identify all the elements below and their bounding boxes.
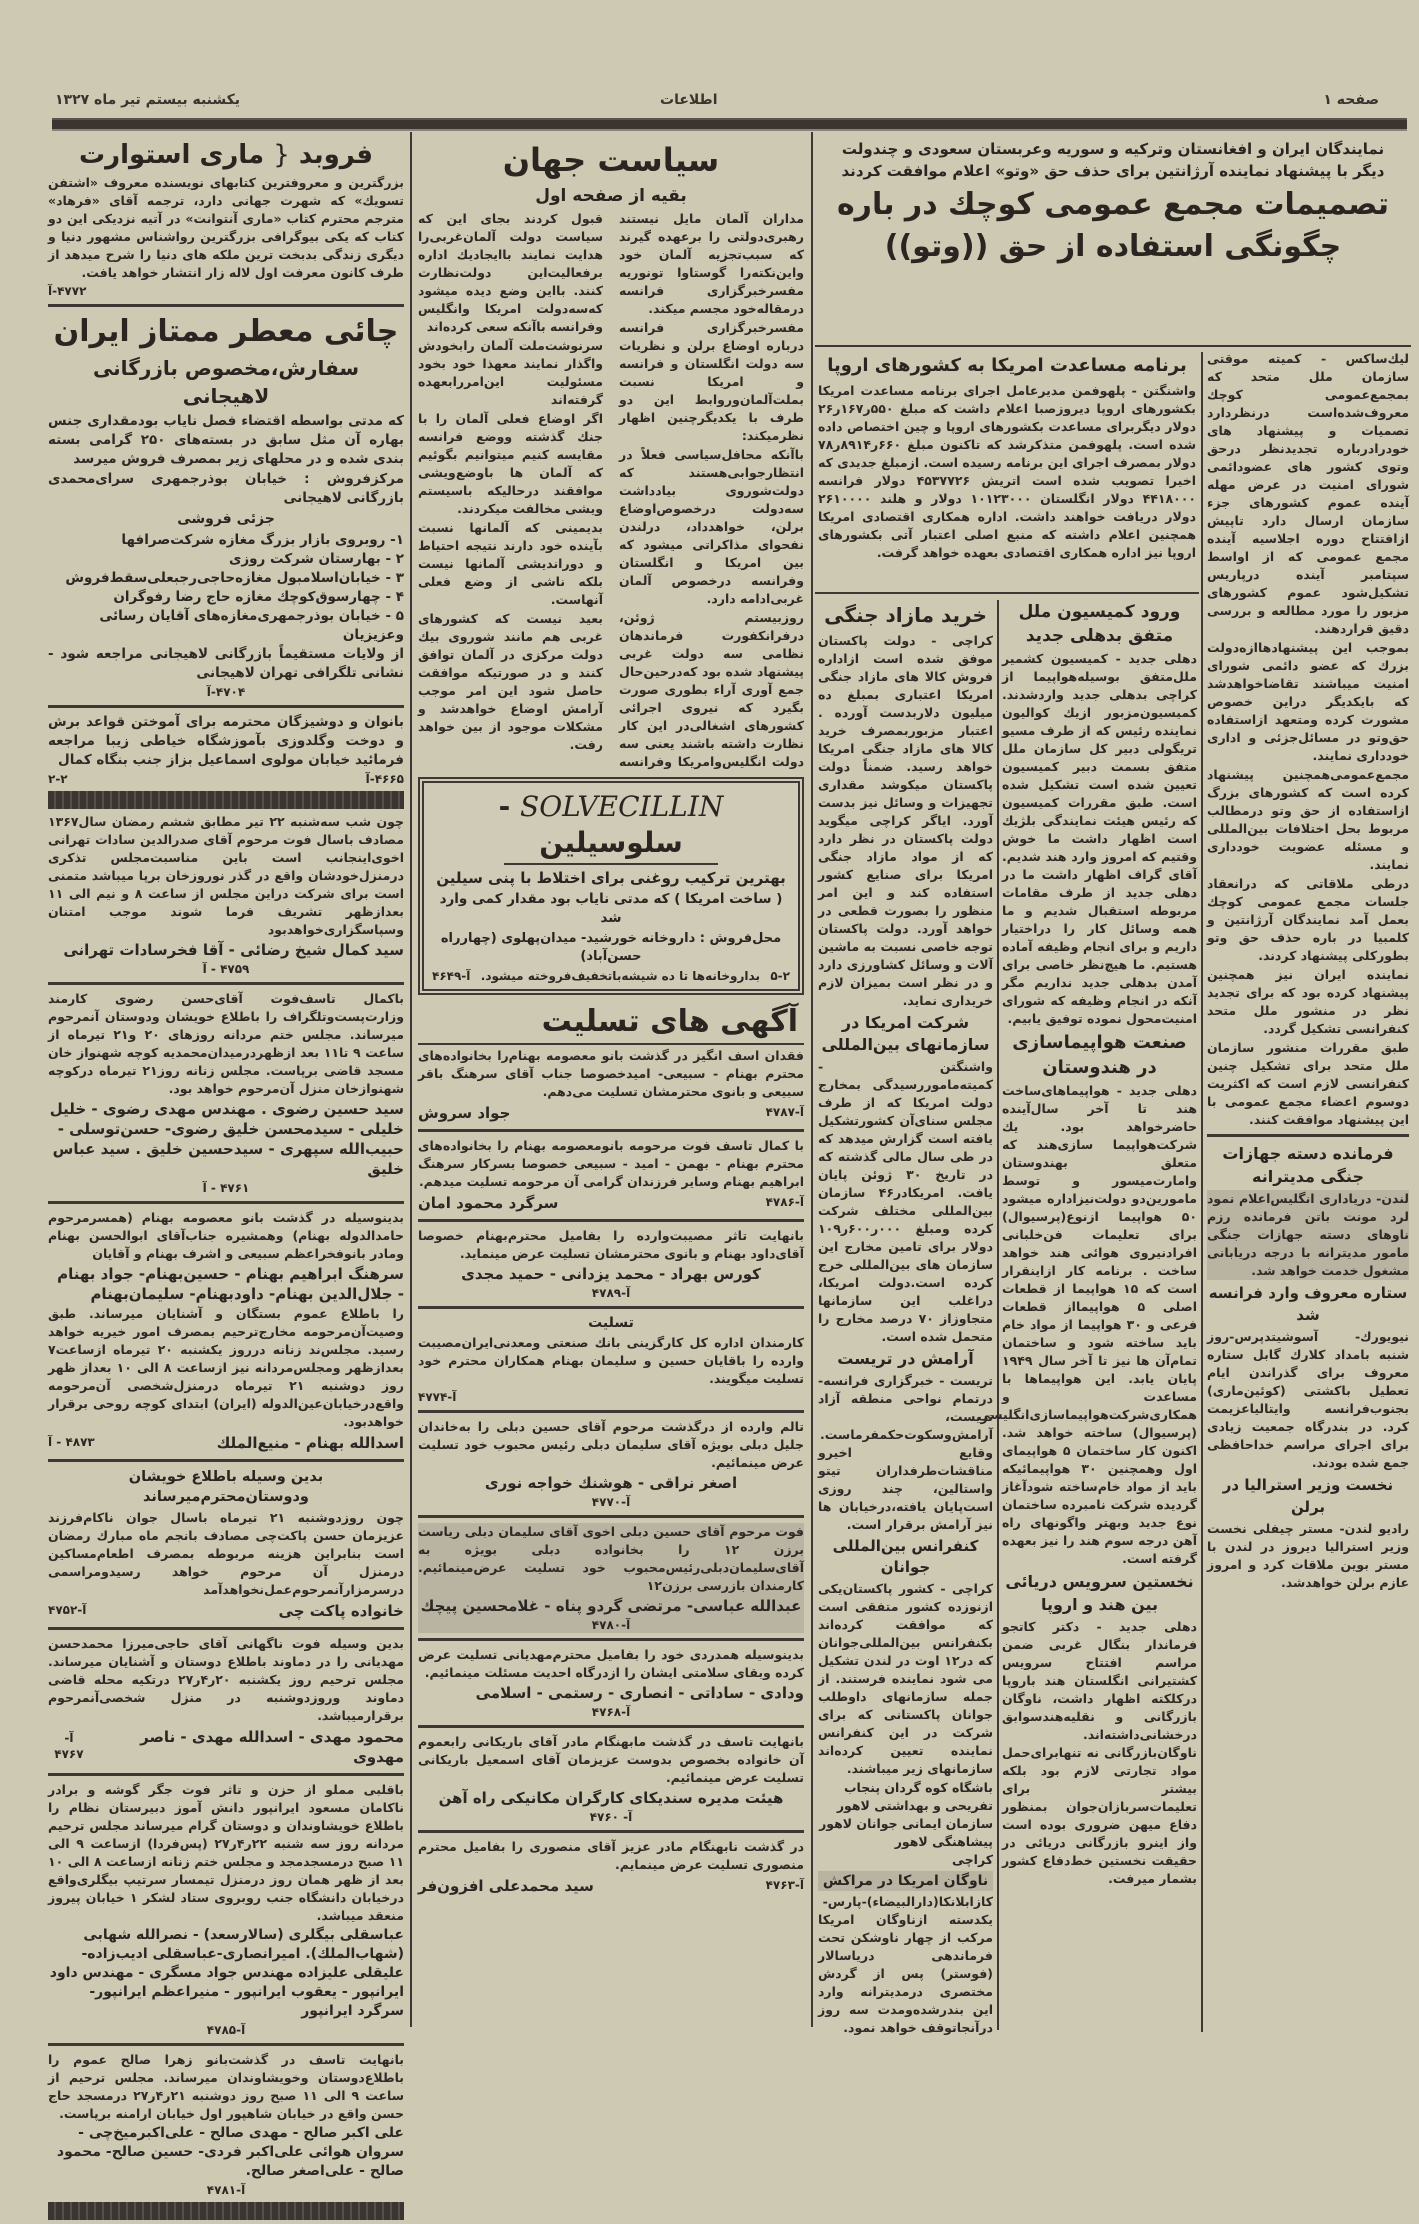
tea-ad-subtitle: سفارش،مخصوص بازرگانی لاهیجانی	[92, 356, 360, 408]
ad-code: آ-۴۷۶۸	[591, 1705, 631, 1719]
condolence-item	[418, 1227, 804, 1301]
condolence-item	[418, 1137, 804, 1214]
ad-line: محل‌فروش : داروخانه خورشید- میدان‌پهلوی (چهارراه حسن‌آباد)	[440, 931, 782, 964]
section-divider	[815, 592, 1199, 594]
ad-run: ۵-۲	[770, 969, 790, 983]
article-headline: نخست وزیر استرالیا در برلن	[1222, 1476, 1394, 1516]
ad-code: آ-۴۶۴۹	[432, 969, 471, 983]
paragraph: بعید نیست که کشورهای غربی هم مانند شوروی بیك دولت مرکزی در آلمان توافق کنند و در صورتیکه موافقت حاصل شود این امر موجب آرامش اوضاع خواهدشد و مشکلات موجود از بین خواهد رفت.	[418, 611, 603, 752]
article-body: لندن- دریاداری انگلیس‌اعلام نمود لرد مونت باتن فرمانده رزم ناوهای دسته جهازات جنگی مامور مدیترانه با درجه دریابانی مشغول خدمت خواهد شد.	[1207, 1191, 1409, 1278]
article-headline: برنامه مساعدت امریکا به کشورهای اروپا	[827, 355, 1187, 376]
ad-code: آ-۴۷۸۹	[591, 1286, 631, 1300]
section-divider	[815, 345, 1411, 347]
paragraph: سرنوشت‌ملت آلمان رابخودش واگذار نمایند معهذا خود بخود مسئولیت این‌امررابعهده گرفته‌اند	[418, 338, 603, 407]
ad-persian-title: سلوسیلین	[539, 826, 683, 859]
paragraph: طبق مقررات منشور سازمان ملل متحد برای تشکیل چنین کنفرانسی لازم است که اکثریت دوسوم اعضاء مجمع عمومی با این پیشنهاد موافقت کنند.	[1207, 1040, 1409, 1127]
ad-line: ( ساخت امریکا ) که مدتی نایاب بود مقدار کمی وارد شد	[439, 891, 783, 926]
article-headline: کنفرانس بین‌المللی جوانان	[832, 1537, 979, 1576]
condolence-body: بانهایت تاسف در گذشت مابهنگام مادر آقای باریکانی رابعموم آن خانواده بخصوص بدوست عزیزمان آقای اسمعیل باریکانی تسلیت عرض مینمائیم.	[418, 1734, 804, 1785]
book-ad-body: بزرگترین و معروفترین کتابهای نویسنده معروف «اشتفن تسویك» که شهرت جهانی دارد، ترجمه آقای «فرهاد» مترجم محترم کتاب «ماری آنتوانت» در آتیه نزدیکی این دو کتاب که یکی بیوگرافی بزرگترین رواشناس مشهور دنیا و دیگری زندگی بدبخت ترین ملکه های دنیا را شرح میدهد از طرف کانون معرفت اول لاله زار انتشار خواهد یافت.	[48, 175, 404, 280]
notice-signatories: محمود مهدی - اسدالله مهدی - ناصر مهدوی	[140, 1728, 404, 1766]
list-item: تفریحی و بهداشتی لاهور	[836, 1798, 993, 1813]
decorative-bar	[48, 2202, 404, 2220]
decorative-bar	[48, 791, 404, 809]
condolence-title: تسلیت	[588, 1315, 634, 1331]
newspaper-name: اطلاعات	[660, 92, 718, 108]
page-number: صفحه ۱	[1323, 92, 1379, 108]
notice-signatories: سید کمال شیخ رضائی - آقا فخرسادات تهرانی	[63, 941, 404, 959]
veto-headline-block	[818, 136, 1408, 270]
paragraph: مجمع‌عمومی‌همچنین پیشنهاد کرده است که کشورهای بزرگ ازاستفاده از حق وتو درمطالب مربوط بحل اختلافات بین‌المللی و مسئله عضویت خودداری نمایند.	[1207, 767, 1409, 872]
sewing-ad-body: بانوان و دوشیزگان محترمه برای آموختن قواعد برش و دوخت وگلدوزی بآموزشگاه خیاطی زیبا مراجعه فرمائید خیابان مولوی اسماعیل بزاز جنب بنگاه کمال	[48, 714, 404, 768]
tea-ad-retail-title: جزئی فروشی	[177, 511, 275, 527]
condolence-body: با کمال تاسف فوت مرحومه بانومعصومه بهنام را بخانواده‌های محترم بهنام - بهمن - امید - سبیعی خصوصا بسرکار سرهنگ ابراهیم بهنام وسایر فرزندان گرامی آن مرحومه تسلیت میدهم.	[418, 1138, 804, 1189]
paragraph: باآنکه محافل‌سیاسی فعلاً در انتظارجوابی‌هستند که دولت‌شوروی بیادداشت سه‌دولت درخصوص‌اوضاع برلن، خواهدداد، درلندن نفحوای مذاکراتی میشود که بین امریکا و انگلستان وفرانسه درخصوص آلمان غربی‌ادامه دارد.	[619, 447, 804, 606]
masthead-rule	[52, 118, 1407, 131]
tea-ad-title: چائی معطر ممتاز ایران	[53, 314, 399, 349]
article-headline: نخستین سرویس دریائی بین هند و اروپا	[1005, 1572, 1194, 1614]
ad-latin-title: SOLVECILLIN	[520, 790, 724, 823]
article-body: دهلی جدید - هواپیماهای‌ساخت هند تا آخر سال‌آینده حاضرخواهد بود. یك شرکت‌هواپیما سازی‌هند که متعلق بهندوستان وامارت‌میسور و توسط مامورین‌دو دولت‌نیزاداره میشود ۵۰ هواپیما ازنوع(پرسیوال) برای تعلیمات فن‌خلبانی افرادنیروی هوائی هند خواهد ساخت . برنامه کار ازاینقرار است که ۱۵ هواپیما از قطعات اصلی ۵ هواپیمااز قطعات فرعی و ۳۰ هواپیما از مواد خام باید ساخته شود و ساختمان تمام‌آن ها نیز تا آخر سال ۱۹۴۹ پایان یابد. این هواپیماها با مساعدت و همکاری‌شرکت‌هواپیماسازی‌انگلیسی (پرسیوال) ساخته خواهد شد. اکنون کار ساختمان ۵ هواپیمای اول وهمچنین ۳۰ هواپیمائیکه باید از مواد خام‌ساخته شودآغاز گردیده شرکت نامبرده ساختمان نوع جدید وبهتر واگونهای راه آهن درجه سوم هند را نیز بعهده گرفته است.	[977, 1083, 1198, 1566]
article-body	[418, 210, 804, 771]
article-body: دهلی جدید - دکتر کاتجو فرماندار بنگال غربی ضمن مراسم افتتاح سرویس کشتیرانی انگلستان هند باروپا درکلکته اظهار داشت، ناوگان بازرگانی و نقلیه‌هند‌سوابق درخشانی‌داشته‌اند. ناوگان‌بازرگانی نه تنهابرای‌حمل مواد تجارتی لازم بود بلکه بیشتر برای تعلیمات‌سربازان‌جوان بمنظور دفاع میهن ضروری بوده است واز اینرو بازرگانی دریائی در حقیقت نخستین خط‌دفاع کشور بشمار میرفت.	[1002, 1619, 1197, 1886]
article-headline: ورود کمیسیون ملل متفق بدهلی جدید	[1018, 602, 1181, 646]
list-item: پیشاهنگی لاهور	[894, 1834, 993, 1849]
solvecillin-ad: SOLVECILLIN - سلوسیلین بهترین ترکیب روغنی برای اختلاط با پنی سیلین ( ساخت امریکا ) که مدتی نایاب بود مقدار کمی وارد شد محل‌فروش : داروخانه خورشید- میدان‌پهلوی (چهارراه حسن‌آباد) ۵-۲ بداروخانه‌ها تا ده شیشه‌باتخفیف‌فروخته میشود. آ-۴۶۴۹	[418, 777, 804, 995]
book-ad-title-b: ماری استوارت	[79, 140, 265, 170]
condolence-body: بانهایت تاثر مصیبت‌وارده را بفامیل محترم‌بهنام خصوصا آقای‌داود بهنام و بانوی محترمشان تسلیت عرض مینماید.	[418, 1228, 804, 1261]
book-ad: فروبد { ماری استوارت بزرگترین و معروفترین کتابهای نویسنده معروف «اشتفن تسویك» که شهرت جهانی دارد، ترجمه آقای «فرهاد» مترجم محترم کتاب «ماری آنتوانت» در آتیه نزدیکی این دو کتاب که یکی بیوگرافی بزرگترین رواشناس مشهور دنیا و دیگری زندگی بدبخت ترین ملکه های دنیا را شرح میدهد از طرف کانون معرفت اول لاله زار انتشار خواهد یافت. ۴۷۷۲-آ	[48, 140, 404, 298]
article-body: دهلی جدید - کمیسیون کشمیر ملل‌متفق بوسیله‌هواپیما از کراچی بدهلی جدید واردشدند. کمیسیون‌مزبور ازیك کوالیون نماینده رئیس که از طرف مسیو تریگولی دبیر کل سازمان ملل متفق بسمت دبیر کمیسیون تعیین شده است تشکیل شده است. طبق مقررات کمیسیون که رئیس هیئت نمایندگی بلژیك است اظهار داشت ما خوش وقتیم که امروز وارد هند شدیم. آقای گراف اظهار داشت ما در دهلی جدید از طرف مقامات مربوطه استقبال شدیم و ما همه وسائل کار را دراختیار داریم و برای انجام وظیفه آماده هستیم. ما هیچ‌نظر خاصی برای آمدن بدهلی جدید نداریم مگر آنکه در انجام وظیفه که شورای امنیت‌محول نموده توفیق یابیم.	[1002, 651, 1197, 1026]
notice	[48, 1467, 404, 1622]
condolence-item	[418, 1418, 804, 1510]
condolence-item	[418, 1838, 804, 1897]
notice-body: چون روزدوشنبه ۲۱ تیرماه باسال جوان ناکام‌فرزند عزیزمان حسن پاکت‌چی مصادف بانجم ماه مبارك رمضان است بنابراین هزینه مربوطه بمصرف اطعام‌مساکین درمنزل آن مرحوم خواهد رسیدومراسمی درسرمزارآنمرحوم‌عمل‌نخواهدآمد	[48, 1510, 404, 1597]
notice-body: بدینوسیله در گذشت بانو معصومه بهنام (همسرمرحوم حامدالدوله بهنام) وهمشیره جناب‌آقای ابوالحسن بهنام ومادر بانوفخراعظم سبیعی و اشرف بهنام و آقایان	[48, 1210, 404, 1261]
notice-signatories: خانواده پاکت چی	[278, 1602, 404, 1620]
tea-ad-body: که مدتی بواسطه اقتضاء فصل نایاب بودمقداری جنس بهاره آن مثل سابق در بسته‌های ۲۵۰ گرامی بسته بندی شده و در محلهای زیر بمصرف فروش میرسد	[48, 413, 404, 467]
notice	[48, 1635, 404, 1768]
condolence-signatory: ودادی - ساداتی - انصاری - رستمی - اسلامی	[475, 1684, 804, 1702]
paragraph: مفسرخبرگزاری فرانسه درباره اوضاع برلن و نظریات سه دولت انگلستان و فرانسه و امریکا نسبت بملت‌آلمان‌وروابط این دو طرف با یکدیگرچنین اظهار نظرمیکند:	[619, 320, 804, 443]
notice	[48, 2051, 404, 2198]
ad-code: آ-۴۷۸۰	[591, 1618, 631, 1632]
ad-code: آ-۴۷۷۰	[591, 1495, 631, 1509]
ad-code: آ-۴۷۸۵	[206, 2023, 246, 2037]
notice-body: بانهایت تاسف در گذشت‌بانو زهرا صالح عموم را باطلاع‌دوستان وخویشاوندان میرساند. مجلس ترحیم از ساعت ۹ الی ۱۱ صبح روز دوشنبه ۲۱ر۴ر۲۷ درمسجد حاج حسن واقع در خیابان شاهپور اول خیابان ارامنه برپاست.	[48, 2052, 404, 2121]
ad-code: آ-۴۷۶۳	[765, 1878, 804, 1892]
ad-run: ۲-۲	[48, 772, 68, 786]
ads-column	[48, 136, 404, 2224]
book-ad-title-a: فروبد	[298, 140, 373, 170]
ad-code: آ- ۴۷۶۰	[589, 1810, 633, 1824]
notice-signatories: عباسقلی بیگلری (سالارسعد) - نصرالله شهابی (شهاب‌الملك). امیرانصاری-عباسقلی ادیب‌زاده-علیقلی علیزاده مهندس جواد مسگری - مهندس داود ایرانپور - یعقوب ایرانپور - منیراعظم ایرانپور- سرگرد ایرانپور	[49, 1927, 404, 2019]
list-item: سازمان ایمانی جوانان لاهور	[819, 1816, 993, 1831]
list-item: کراچی	[952, 1852, 993, 1867]
notice-body: بدین وسیله فوت ناگهانی آقای حاجی‌میرزا محمدحسن مهدیانی را در دماوند باطلاع دوستان و آشنایان میرساند. مجلس ترحیم روز یکشنبه ۲۰ر۴ر۲۷ درتکیه محله قاضی دماوند وروزدوشنبه در منزل شخصی‌آنمرحوم برقرارمیباشد.	[48, 1636, 404, 1723]
retail-item: ۱- روبروی بازار بزرگ مغازه شرکت‌صرافها	[121, 532, 404, 548]
condolence-signatory: سرگرد محمود امان	[418, 1194, 559, 1212]
paragraph: روزبیستم ژوئن، درفرانکفورت فرماندهان نظامی سه دولت غربی پیشنهاد شده بود که‌درحین‌حال جمع آوری آراء بطوری صورت بگیرد که نیروی اجرائی کشورهای اشغالی‌در این کار نظارت داشته باشند یعنی سه دولت انگلیس‌وامریکا وفرانسه قبول کردند بجای این که سیاست دولت آلمان‌غربی‌را هدایت نمایند باایجاد‌یك اداره برفعالیت‌این دولت‌نظارت کنند. بااین وضع دیده میشود که‌سه‌دولت امریکا وانگلیس وفرانسه باآنکه سعی کرده‌اند	[418, 211, 804, 769]
notice-signatories: علی اکبر صالح - مهدی صالح - علی‌اکبرمیخ‌چی - سروان هوائی علی‌اکبر فردی- حسین صالح- محمود صالح - علی‌اصغر صالح.	[56, 2125, 404, 2179]
tea-ad-center: مرکزفروش : خیابان بوذرجمهری سرای‌محمدی بازرگانی لاهیجانی	[48, 471, 404, 506]
condolence-section	[418, 1001, 804, 1897]
paragraph: بدیمینی که آلمانها نسبت بآینده خود دارند نتیجه احتیاط و دوراندیشی آلمانها نیست بلکه ناشی از وضع فعلی آنهاست.	[418, 520, 603, 607]
column-divider	[1201, 352, 1203, 2032]
paragraph: بموجب این پیشنهادهاازه‌دولت بزرك که عضو دائمی شورای امنیت میباشند تقاضاخواهدشد که بایکدیگر دراین خصوص مشورت کرده ومتعهد ازاستفاده حق‌وتو در مسائل‌جزئی و اداری خودداری نمایند.	[1207, 640, 1409, 763]
condolence-body: فوت مرحوم آقای حسین دبلی اخوی آقای سلیمان دبلی ریاست برزن ۱۲ را بخانواده دبلی بویژه به آقای‌سلیمان‌دبلی‌رئیس‌محبوب خود تسلیت عرض‌مینمائیم. کارمندان بازرسی برزن۱۲	[418, 1524, 804, 1593]
notice-signatories: سرهنگ ابراهیم بهنام - حسین‌بهنام- جواد بهنام - جلال‌الدین بهنام- داودبهنام- سلیمان‌بهنام	[57, 1265, 404, 1303]
condolence-item	[418, 1733, 804, 1825]
article-body: کراچی - کشور پاکستان‌یکی ازنوزده کشور متفقی است که موافقت کرده‌اند بکنفرانس بین‌المللی‌جوانان که در۱۲ اوت در لندن تشکیل می شود نماینده فرستند. از جمله سازمانهای داوطلب جوانان پاکستانی که برای شرکت در این کنفرانس نماینده تعیین کرده‌اند سازمانهای زیر میباشند.	[818, 1581, 993, 1776]
condolence-body: بدینوسیله همدردی خود را بفامیل محترم‌مهدیانی تسلیت عرض کرده وبقای سلامتی ایشان را ازدرگاه احدیت مسئلت مینمائیم.	[418, 1647, 804, 1680]
retail-item: ۴ - چهارسوق‌کوچك مغازه حاج رضا رفوگران	[113, 589, 404, 605]
notice	[48, 1209, 404, 1454]
tea-ad	[48, 312, 404, 700]
tea-ad-footer: از ولایات مستقیماً بازرگانی لاهیجانی مراجعه شود - نشانی تلگرافی تهران لاهیجانی	[48, 646, 404, 681]
condolence-signatory: عبدالله عباسی- مرتضی گردو پناه - غلامحسین پیچك	[420, 1597, 802, 1615]
condolence-signatory: اصغر نراقی - هوشنك خواجه نوری	[484, 1474, 738, 1492]
ad-code: آ-۴۷۸۶	[765, 1195, 804, 1209]
condolence-item	[418, 1314, 804, 1405]
marshall-article	[818, 350, 1196, 563]
ad-code: آ-۴۷۷۴	[418, 1390, 457, 1404]
condolence-signatory: جواد سروش	[418, 1104, 511, 1122]
retail-item: ۵ - خیابان بوذرجمهری‌مغازه‌های آقایان رسائی وعزیزیان	[99, 608, 404, 643]
article-kicker: نمایندگان ایران و افغانستان وترکیه و سوریه وعربستان سعودی و چندولت دیگر با پیشنهاد نماینده آرژانتین برای حذف حق «وتو» اعلام موافقت کردند	[841, 140, 1385, 180]
condolence-body: در گذشت نابهنگام مادر عزیز آقای منصوری را بفامیل محترم منصوری تسلیت عرض مینمایم.	[418, 1839, 804, 1872]
condolence-item	[418, 1523, 804, 1633]
article-headline: فرمانده دسته جهازات جنگی مدیترانه	[1222, 1144, 1394, 1186]
ad-code: آ-۴۷۸۷	[765, 1105, 804, 1119]
veto-article-column	[1207, 350, 1409, 1593]
notice	[48, 813, 404, 977]
ad-line: بداروخانه‌ها تا ده شیشه‌باتخفیف‌فروخته میشود.	[480, 969, 760, 983]
condolence-body: کارمندان اداره کل کارگزینی بانك صنعتی ومعدنی‌ایران‌مصیبت وارده را باقایان حسین و سلیمان بهنام همکاران محترم خود تسلیت میگویند.	[418, 1335, 804, 1386]
section-title: آگهی های تسلیت	[418, 1001, 804, 1045]
ad-code: آ- ۴۷۶۷	[54, 1731, 84, 1761]
article-body: رادیو لندن- مستر چیفلی نخست وزیر استرالیا دیروز در لندن با مستر بوین ملاقات کرد و امروز عازم برلن خواهدشد.	[1207, 1521, 1409, 1590]
condolence-signatory: سید محمدعلی افزون‌فر	[418, 1877, 594, 1895]
ad-code: ۴۷۷۲-آ	[48, 284, 87, 298]
issue-date: یکشنبه بیستم تیر ماه ۱۳۲۷	[55, 92, 241, 108]
article-headline: صنعت هواپیماسازی در هندوستان	[1012, 1032, 1187, 1078]
news-subcolumn-b	[977, 598, 1198, 1889]
ad-code: آ-۴۷۸۱	[206, 2183, 246, 2197]
paragraph: نماینده ایران نیز همچنین پیشنهاد کرده بود که برای تجدید نظر در منشور ملل متحد کنفرانسی تشکیل گردد.	[1207, 967, 1409, 1036]
notice	[48, 990, 404, 1196]
sewing-ad	[48, 713, 404, 787]
article-headline: شرکت امریکا در سازمانهای بین‌المللی	[821, 1013, 990, 1054]
condolence-body: فقدان اسف انگیز در گذشت بانو معصومه بهنام‌را بخانواده‌های محترم بهنام - سبیعی- امیدخصوصا جناب آقای سرهنگ باقر سبیعی و بانوی محترمشان تسلیت می‌دهم.	[418, 1048, 804, 1099]
ad-code: ۴۷۵۹ - آ	[202, 962, 250, 976]
ad-code: ۴۸۷۳ - آ	[48, 1435, 95, 1449]
ad-code: ۴۷۶۱ - آ	[202, 1181, 250, 1195]
article-headline: تصمیمات مجمع عمومی کوچك در باره چگونگی استفاده از حق ((وتو))	[836, 187, 1390, 264]
retail-list	[48, 531, 404, 645]
list-item: باشگاه کوه گردان پنجاب	[843, 1780, 993, 1795]
paragraph: مداران آلمان مایل نیستند رهبری‌دولتی را برعهده گیرند که سبب‌تجزیه آلمان خود واین‌نکته‌را گوستاوا تونوریه مفسرخبرگزاری فرانسه درمقاله‌خود مجسم میکند.	[619, 211, 804, 316]
notice-signatories: اسدالله بهنام - منیع‌الملك	[216, 1434, 404, 1452]
article-subtitle: بقیه از صفحه اول	[535, 186, 687, 206]
column-divider	[997, 600, 999, 2030]
condolence-signatory: کورس بهراد - محمد یزدانی - حمید مجدی	[461, 1265, 761, 1283]
ad-code: ۴۶۶۵-آ	[365, 772, 404, 786]
notice-body: باکمال تاسف‌فوت آقای‌حسن رضوی کارمند وزارت‌پست‌وتلگراف را باطلاع خویشان ودوستان آنمرحوم میرساند. مجلس ختم مردانه روزهای ۲۰ و۲۱ تیرماه از ساعت ۹ تا۱۱ بعد ازظهردرمیدان‌محمدیه کوچه شهنواز خان مسجد قاضی برپاست. مجلس زنانه روز۲۱ تیرماه درکوچه شهنوازخان منزل آن‌مرحوم خواهد بود.	[48, 991, 405, 1096]
notice-body: باقلبی مملو از حزن و تاثر فوت جگر گوشه و برادر ناکامان مسعود ایرانپور دانش آموز دبیرستان نظام را باطلاع خویشاوندان و دوستان گرام میرساند مجلس ترحیم مردانه روز سه شنبه ۲۲ر۴ر۲۷ (پس‌فردا) ازساعت ۹ الی ۱۱ صبح درمسجدمجد و مجلس ختم زنانه ازساعت ۸ الی ۱۰ بعد از ظهر همان روز درمنزل تیمسار سرتیپ بیگلری‌واقع درخیابان دانشگاه جنب روبروی ستاد لشکر ۱ خیابان پیروز منعقد میباشد.	[48, 1782, 404, 1923]
organization-list	[818, 1779, 993, 1869]
news-subcolumn-a	[818, 598, 993, 2038]
condolence-item	[418, 1047, 804, 1124]
ad-code: ۴۷۰۴-آ	[206, 685, 246, 699]
condolence-item	[418, 1646, 804, 1720]
article-headline: سیاست جهان	[502, 141, 720, 179]
world-politics-article	[418, 138, 804, 771]
retail-item: ۳ - خیابان‌اسلامبول مغازه‌حاجی‌رجبعلی‌سقط‌فروش	[65, 570, 404, 586]
condolence-body: تالم وارده از درگذشت مرحوم آقای حسین دبلی را به‌خاندان جلیل دبلی بویژه آقای سلیمان دبلی رئیس محبوب خود تسلیت عرض مینمائیم.	[418, 1419, 804, 1470]
article-body: نیویورك- آسوشیتدپرس-روز شنبه بامداد کلارك گابل ستاره معروف برای گذراندن ایام تعطیل باکشتی (کوئین‌ماری) بجنوب‌فرانسه وایتالیاعزیمت کرد. در بندرگاه جمعیت زیادی برای اجرای مراسم خداحافظی جمع شده بودند.	[1207, 1329, 1409, 1470]
article-headline: خرید مازاد جنگی	[824, 603, 987, 627]
retail-item: ۲ - بهارستان شرکت روزی	[229, 551, 404, 567]
column-divider	[410, 132, 412, 2027]
paragraph: اگر اوضاع فعلی آلمان را با جنك گذشته ووضع فرانسه مقایسه کنیم میتوانیم بگوئیم که آلمان ها باوضع‌ویشی موافقند درحالیکه باسیستم ویشی مخالفت میکردند.	[418, 411, 603, 516]
article-body: واشنگتن - پلهوفمن مدیرعامل اجرای برنامه مساعدت امریکا بکشورهای اروپا دیروزصبا اعلام داشت که مبلغ ۵۵۰ر۱۶۷ر۲۶ دولار دیگربرای مساعدت بکشورهای اروپا و چین اختصاص داده شده است. پلهوفمن متذکرشد که تاکنون مبلغ ۶۶۰ر۸۹۱۴ر۷۸ دولار بمصرف اجرای این برنامه رسیده است. ازمبلغ جدیدی که اخیرا تصویب شده است اتریش ۴۵۳۷۷۲۶ دولار فرانسه ۴۴۱۸۰۰۰ دولار انگلستان ۱۰۱۲۳۰۰۰ دولار و هلند ۲۶۱۰۰۰۰ دولار دریافت خواهند داشت. اداره همکاری اقتصادی امریکا همچنین اعلام داشته که منبع اصلی اعتبار آتی بکشورهای اروپا نیز اداره همکاری اقتصادی بعهده خواهد گرفت.	[818, 383, 1196, 560]
notice-signatories: سید حسین رضوی . مهندس مهدی رضوی - خلیل خلیلی - سیدمحسن خلیق رضوی- حسن‌توسلی - حبیب‌الله سپهری - سیدحسین خلیق . سید عباس خلیق	[49, 1100, 404, 1178]
notice-body: را باطلاع عموم بستگان و آشنایان میرساند. طبق وصیت‌آن‌مرحومه مخارج‌ترحیم بمصرف امور خیریه خواهد رسید. مجلس‌ند زنانه درروز یکشنبه ۲۰ تیرماه ازساعت۷ بعدازظهر ومجلس‌مردانه نیز ازساعت ۸ الی ۱۰ بعداز ظهر روز دوشنبه ۲۱ تیرماه درمنزل‌شخصی آن‌مرحومه واقع‌درخیابان‌عین‌الدوله (ایران) ابتدای کوچه روحی برقرار خواهدبود.	[48, 1306, 404, 1429]
paragraph: درطی ملاقاتی که درانعقاد جلسات مجمع عمومی کوچك بعمل آمد نمایندگان آرژانتین و کلمبیا در باره حذف حق وتو بطورکلی پیشنهاد کردند.	[1207, 876, 1409, 963]
middle-column	[418, 136, 804, 1897]
notice-title: بدین وسیله باطلاع خویشان ودوستان‌محترم‌میرساند	[128, 1469, 324, 1505]
article-body: واشنگتن - کمیته‌ماموررسیدگی بمخارج دولت امریکا که از طرف مجلس سنای‌آن کشورتشکیل یافته است گزارش میدهد که در طی سال مالی گذشته که در تاریخ ۳۰ ژوئن پایان یافت. امریکادر۴۶ سازمان بین‌المللی مختلف شرکت کرده ومبلغ ۰۰۰ر۶۰۰ر۱۰۹ دولار برای تامین مخارج این سازمان های بین‌المللی خرج کرده است.دولت امریکا، دراغلب این سازمانها متجاوزاز ۷۰ درصد مخارج را متحمل شده است.	[818, 1059, 994, 1344]
article-body: کازابلانکا(دارالبیضاء)-پارس- یکدسته ازناوگان امریکا مرکب از چهار ناوشکن تحت فرماندهی دریاسالار (فوستر) پس از گردش مختصری درمدیترانه وارد این بندرشده‌ومدت سه روز درآنجاتوقف خواهد نمود.	[818, 1894, 993, 2035]
condolence-signatory: هیئت مدیره سندیکای کارگران مکانیکی راه آهن	[438, 1789, 784, 1807]
article-headline: ناوگان امریکا در مراکش	[818, 1871, 993, 1891]
article-headline: آرامش در تریست	[837, 1349, 974, 1368]
notice-body: چون شب سه‌شنبه ۲۲ تیر مطابق ششم رمضان سال۱۳۶۷ مصادف باسال فوت مرحوم آقای صدرالدین سادات تهرانی اخوی‌اینجانب است باین مناسبت‌مجلس تذکری درمنزل‌خودشان واقع در گذر نوروزخان برپا میباشد متمنی است برای شرکت دراین مجلس از ساعت ۸ و نیم الی ۱۱ بعدازظهر تشریف فرما شوند موجب امتنان وسپاسگزاری‌خواهدبود	[48, 814, 404, 937]
notice	[48, 1781, 404, 2038]
ad-line: بهترین ترکیب روغنی برای اختلاط با پنی سیلین	[436, 869, 786, 887]
article-headline: ستاره معروف وارد فرانسه شد	[1208, 1284, 1408, 1324]
article-body: تریست - خبرگزاری فرانسه- درتمام نواحی منطقه آزاد تریست، آرامش‌وسکوت‌حکمفرماست. وقایع اخیرو مناقشات‌طرفداران تیتو واستالین، چند روزی است‌پایان یافته،درخیابان ها نیز آرامش برقرار است.	[818, 1373, 993, 1532]
article-body: کراچی - دولت پاکستان موفق شده است ازاداره فروش کالا های مازاد جنگی امریکا اعتباری بمبلغ ده میلیون دلاربدست آورده . اعتبار مزبوربمصرف خرید کالا های مازاد جنگی امریکا خواهد رسید. ضمناً دولت پاکستان میکوشد مقداری تجهیزات و وسائل نیز بدست آورد. ایاگر کراچی میگوید دولت پاکستان در نظر دارد که از مواد مازاد جنگی امریکا برای صنایع کشور استفاده کند و این امر منظور را بصورت قطعی در خواهد آورد. دولت پاکستان توجه خاصی نسبت به ماشین آلات و وسائل کشاورزی دارد و در نظر است بمیزان لازم خریداری نماید.	[818, 633, 993, 1008]
ad-code: آ-۴۷۵۲	[48, 1603, 87, 1617]
column-divider	[811, 132, 813, 2027]
paragraph: لیك‌ساکس - کمیته موقتی سازمان ملل متحد که بمجمع‌عمومی کوچك معروف‌شده‌است درنظردارد تصمیات و پیشنهاد های خودرادرباره تجدیدنظر درحق وتوی کشور های عضودائمی شورای امنیت در عرض مهله آینده عموم کشورهای جزء سازمان ارسال دارد تاپیش ازافتتاح دوره اجلاسیه آینده مجمع عمومی که از اواسط سپتامبر آینده درپاریس تشکیل‌شود عموم کشورهای مزبور را مورد مطالعه و بررسی دقیق قراردهند.	[1207, 351, 1409, 636]
